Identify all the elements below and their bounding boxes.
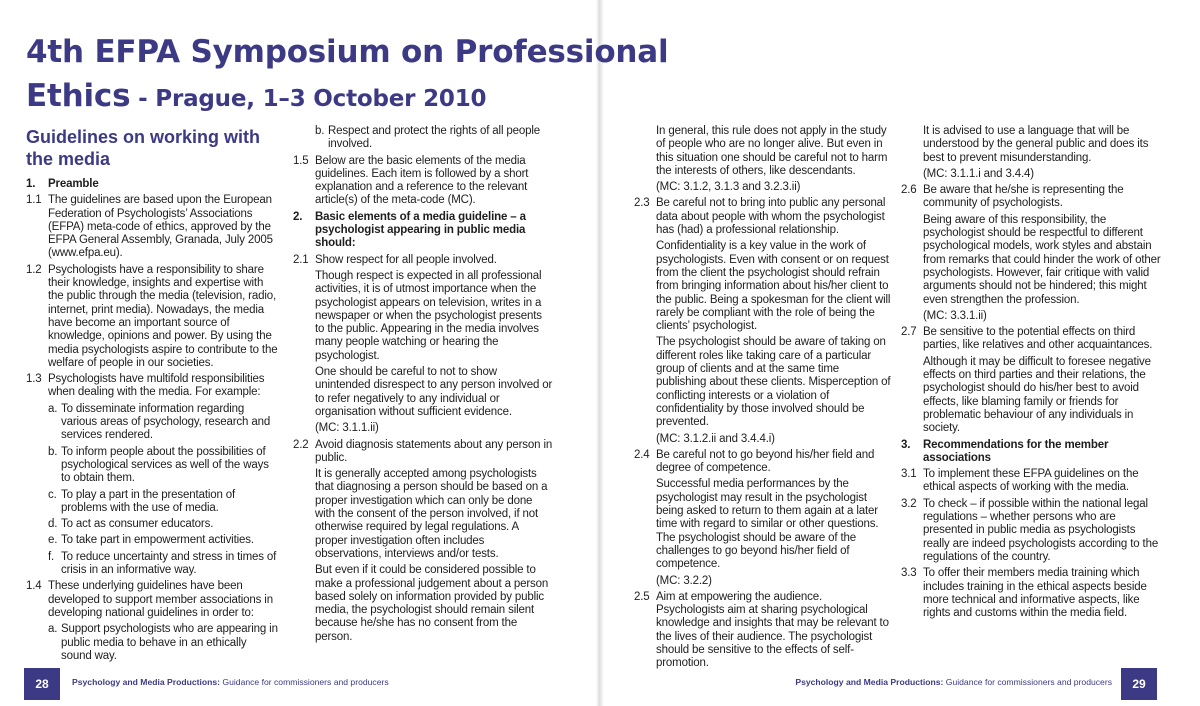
item-2-1: 2.1 Show respect for all people involved. xyxy=(293,253,497,266)
page-title xyxy=(26,30,668,121)
item-2-4: 2.4 Be careful not to go beyond his/her field and degree of competence. xyxy=(634,448,875,475)
item-2-5: 2.5 Aim at empowering the audience. Psychologists aim at sharing psychological knowledge and insights that may be relevant to the lives of their audience. The psychologist should be sensitive to the effects of self-promotion. xyxy=(634,590,889,670)
title-line2-sub: - Prague, 1–3 October 2010 xyxy=(130,86,487,112)
heading-preamble: 1. Preamble xyxy=(26,178,99,190)
para-2-1-a: Though respect is expected in all professional activities, it is of utmost importance when the psychologist appears on television, writes in a newspaper or when the psychologist presents to the public. Appearing in the media involves many people watching or hearing the psychologist. xyxy=(315,269,542,362)
item-1-4-b: b. Respect and protect the rights of all people involved. xyxy=(315,125,541,151)
item-1-3-d: d. To act as consumer educators. xyxy=(48,518,214,531)
para-2-4-b: (MC: 3.2.2) xyxy=(656,574,712,587)
item-2-2: 2.2 Avoid diagnosis statements about any person in public. xyxy=(293,438,553,464)
item-1-2: 1.2 Psychologists have a responsibility to share their knowledge, insights and expertise with the public through the media (television, radio, internet, print media). Nowadays, the media have become an important source of knowledge, opinions and power. By using the media psychologists aspire to contribute to the welfare of people in our societies. xyxy=(26,263,278,369)
footer-right-rest: Guidance for commissioners and producers xyxy=(943,677,1112,687)
para-2-6-a: Being aware of this responsibility, the psychologist should be respectful to different psychological models, work styles and abstain from remarks that could hinder the work of other psychologists. However, fair critique with valid arguments should not be hindered; this might even strengthen the profession. xyxy=(923,213,1161,306)
para-2-3-a: Confidentiality is a key value in the work of psychologists. Even with consent or on request from the client the psychologist should refrain from bringing information about his/her client to the public. Being a spokesman for the client will rarely be compliant with the role of being the clients’ psychologist. xyxy=(656,240,891,333)
title-line2-main: Ethics xyxy=(26,78,131,114)
item-2-6: 2.6 Be aware that he/she is representing the community of psychologists. xyxy=(901,184,1124,210)
para-2-1-b: One should be careful to not to show unintended disrespect to any person involved or to refer negatively to any individual or organisation without sufficient evidence. xyxy=(315,366,553,418)
item-1-3-a: a. To disseminate information regarding various areas of psychology, research and services rendered. xyxy=(48,402,271,442)
item-1-3-e: e. To take part in empowerment activities. xyxy=(48,534,254,547)
heading-basic-elements: 2. Basic elements of a media guideline – a psychologist appearing in public media should: xyxy=(293,210,526,250)
para-2-1-c: (MC: 3.1.1.ii) xyxy=(315,422,379,435)
item-3-3: 3.3 To offer their members media training which includes training in the ethical aspects beside more technical and informative aspects, like rights and customs within the media field. xyxy=(901,567,1147,620)
column-1 xyxy=(26,178,278,666)
item-3-1: 3.1 To implement these EFPA guidelines on the ethical aspects of working with the media. xyxy=(901,468,1139,494)
para-2-3-b: The psychologist should be aware of taking on different roles like taking care of a particular group of clients and at the same time publishing about these clients. Misperception of conflicting interests or a violation of confidentiality by those involved should be prevented. xyxy=(656,336,891,429)
column-4 xyxy=(901,125,1163,623)
para-2-6-b: (MC: 3.3.1.ii) xyxy=(923,309,987,322)
column-3 xyxy=(634,125,892,674)
item-2-3: 2.3 Be careful not to bring into public any personal data about people with whom the psychologist has (had) a professional relationship. xyxy=(634,197,886,237)
para-2-5-b: (MC: 3.1.1.i and 3.4.4) xyxy=(923,167,1034,180)
item-1-3-b: b. To inform people about the possibilities of psychological services as well of the ways to obtain them. xyxy=(48,445,269,485)
item-1-3-f: f. To reduce uncertainty and stress in times of crisis in an informative way. xyxy=(48,550,277,577)
item-1-3: 1.3 Psychologists have multifold responsibilities when dealing with the media. For example: xyxy=(26,373,265,399)
para-2-2-b: But even if it could be considered possible to make a professional judgement about a person based solely on information provided by public media, the psychologist should remain silent because he/she has no consent from the person. xyxy=(315,564,549,643)
para-2-2-c: In general, this rule does not apply in the study of people who are no longer alive. But even in this situation one should be careful not to harm the interests of others, like descendants. xyxy=(656,125,888,177)
para-2-4-a: Successful media performances by the psychologist may result in the psychologist being asked to return to them again at a later time with regard to similar or other questions. The psychologist should be aware of the challenges to go beyond his/her field of competence. xyxy=(656,478,879,571)
footer-left-rest: Guidance for commissioners and producers xyxy=(220,677,389,687)
para-2-2-a: It is generally accepted among psychologists that diagnosing a person should be based on a proper investigation which can only be done with the consent of the person involved, if not otherwise required by legal regulations. A proper investigation often includes observations, interviews and/or tests. xyxy=(315,468,548,560)
item-1-1: 1.1 The guidelines are based upon the European Federation of Psychologists’ Associations (EFPA) meta-code of ethics, approved by the EFPA General Assembly, Granada, July 2005 (www.efpa.eu). xyxy=(26,194,273,260)
page-number-left: 28 xyxy=(24,668,60,700)
item-2-7: 2.7 Be sensitive to the potential effects on third parties, like relatives and other acquaintances. xyxy=(901,326,1153,352)
footer-right-bold: Psychology and Media Productions: xyxy=(795,677,944,687)
page-number-right: 29 xyxy=(1121,668,1157,700)
para-2-2-d: (MC: 3.1.2, 3.1.3 and 3.2.3.ii) xyxy=(656,181,801,194)
column-2 xyxy=(293,125,553,647)
para-2-3-c: (MC: 3.1.2.ii and 3.4.4.i) xyxy=(656,432,775,445)
item-3-2: 3.2 To check – if possible within the national legal regulations – whether persons who are presented in public media as psychologists really are indeed psychologists according to the regulations of the country. xyxy=(901,497,1159,563)
heading-recommendations: 3. Recommendations for the member associations xyxy=(901,438,1109,464)
title-line1: 4th EFPA Symposium on Professional xyxy=(26,34,669,70)
item-1-4: 1.4 These underlying guidelines have been developed to support member associations in developing national guidelines in order to: xyxy=(26,580,273,619)
footer-left-bold: Psychology and Media Productions: xyxy=(72,677,221,687)
para-2-7-a: Although it may be difficult to foresee negative effects on third parties and their relations, the psychologist should do his/her best to avoid effects, like blaming family or friends for problematic behaviour of any individuals in society. xyxy=(923,355,1151,435)
footer-left xyxy=(72,677,389,687)
footer-right xyxy=(795,677,1112,687)
item-1-3-c: c. To play a part in the presentation of problems with the use of media. xyxy=(48,488,236,514)
para-2-5-a: It is advised to use a language that will be understood by the general public and does its best to prevent misunderstanding. xyxy=(923,125,1149,164)
item-1-5: 1.5 Below are the basic elements of the media guidelines. Each item is followed by a short explanation and a reference to the relevant article(s) of the meta-code (MC). xyxy=(293,154,529,207)
section-subtitle: Guidelines on working with the media xyxy=(26,127,261,169)
item-1-4-a: a. Support psychologists who are appearing in public media to behave in an ethically sound way. xyxy=(48,623,278,662)
